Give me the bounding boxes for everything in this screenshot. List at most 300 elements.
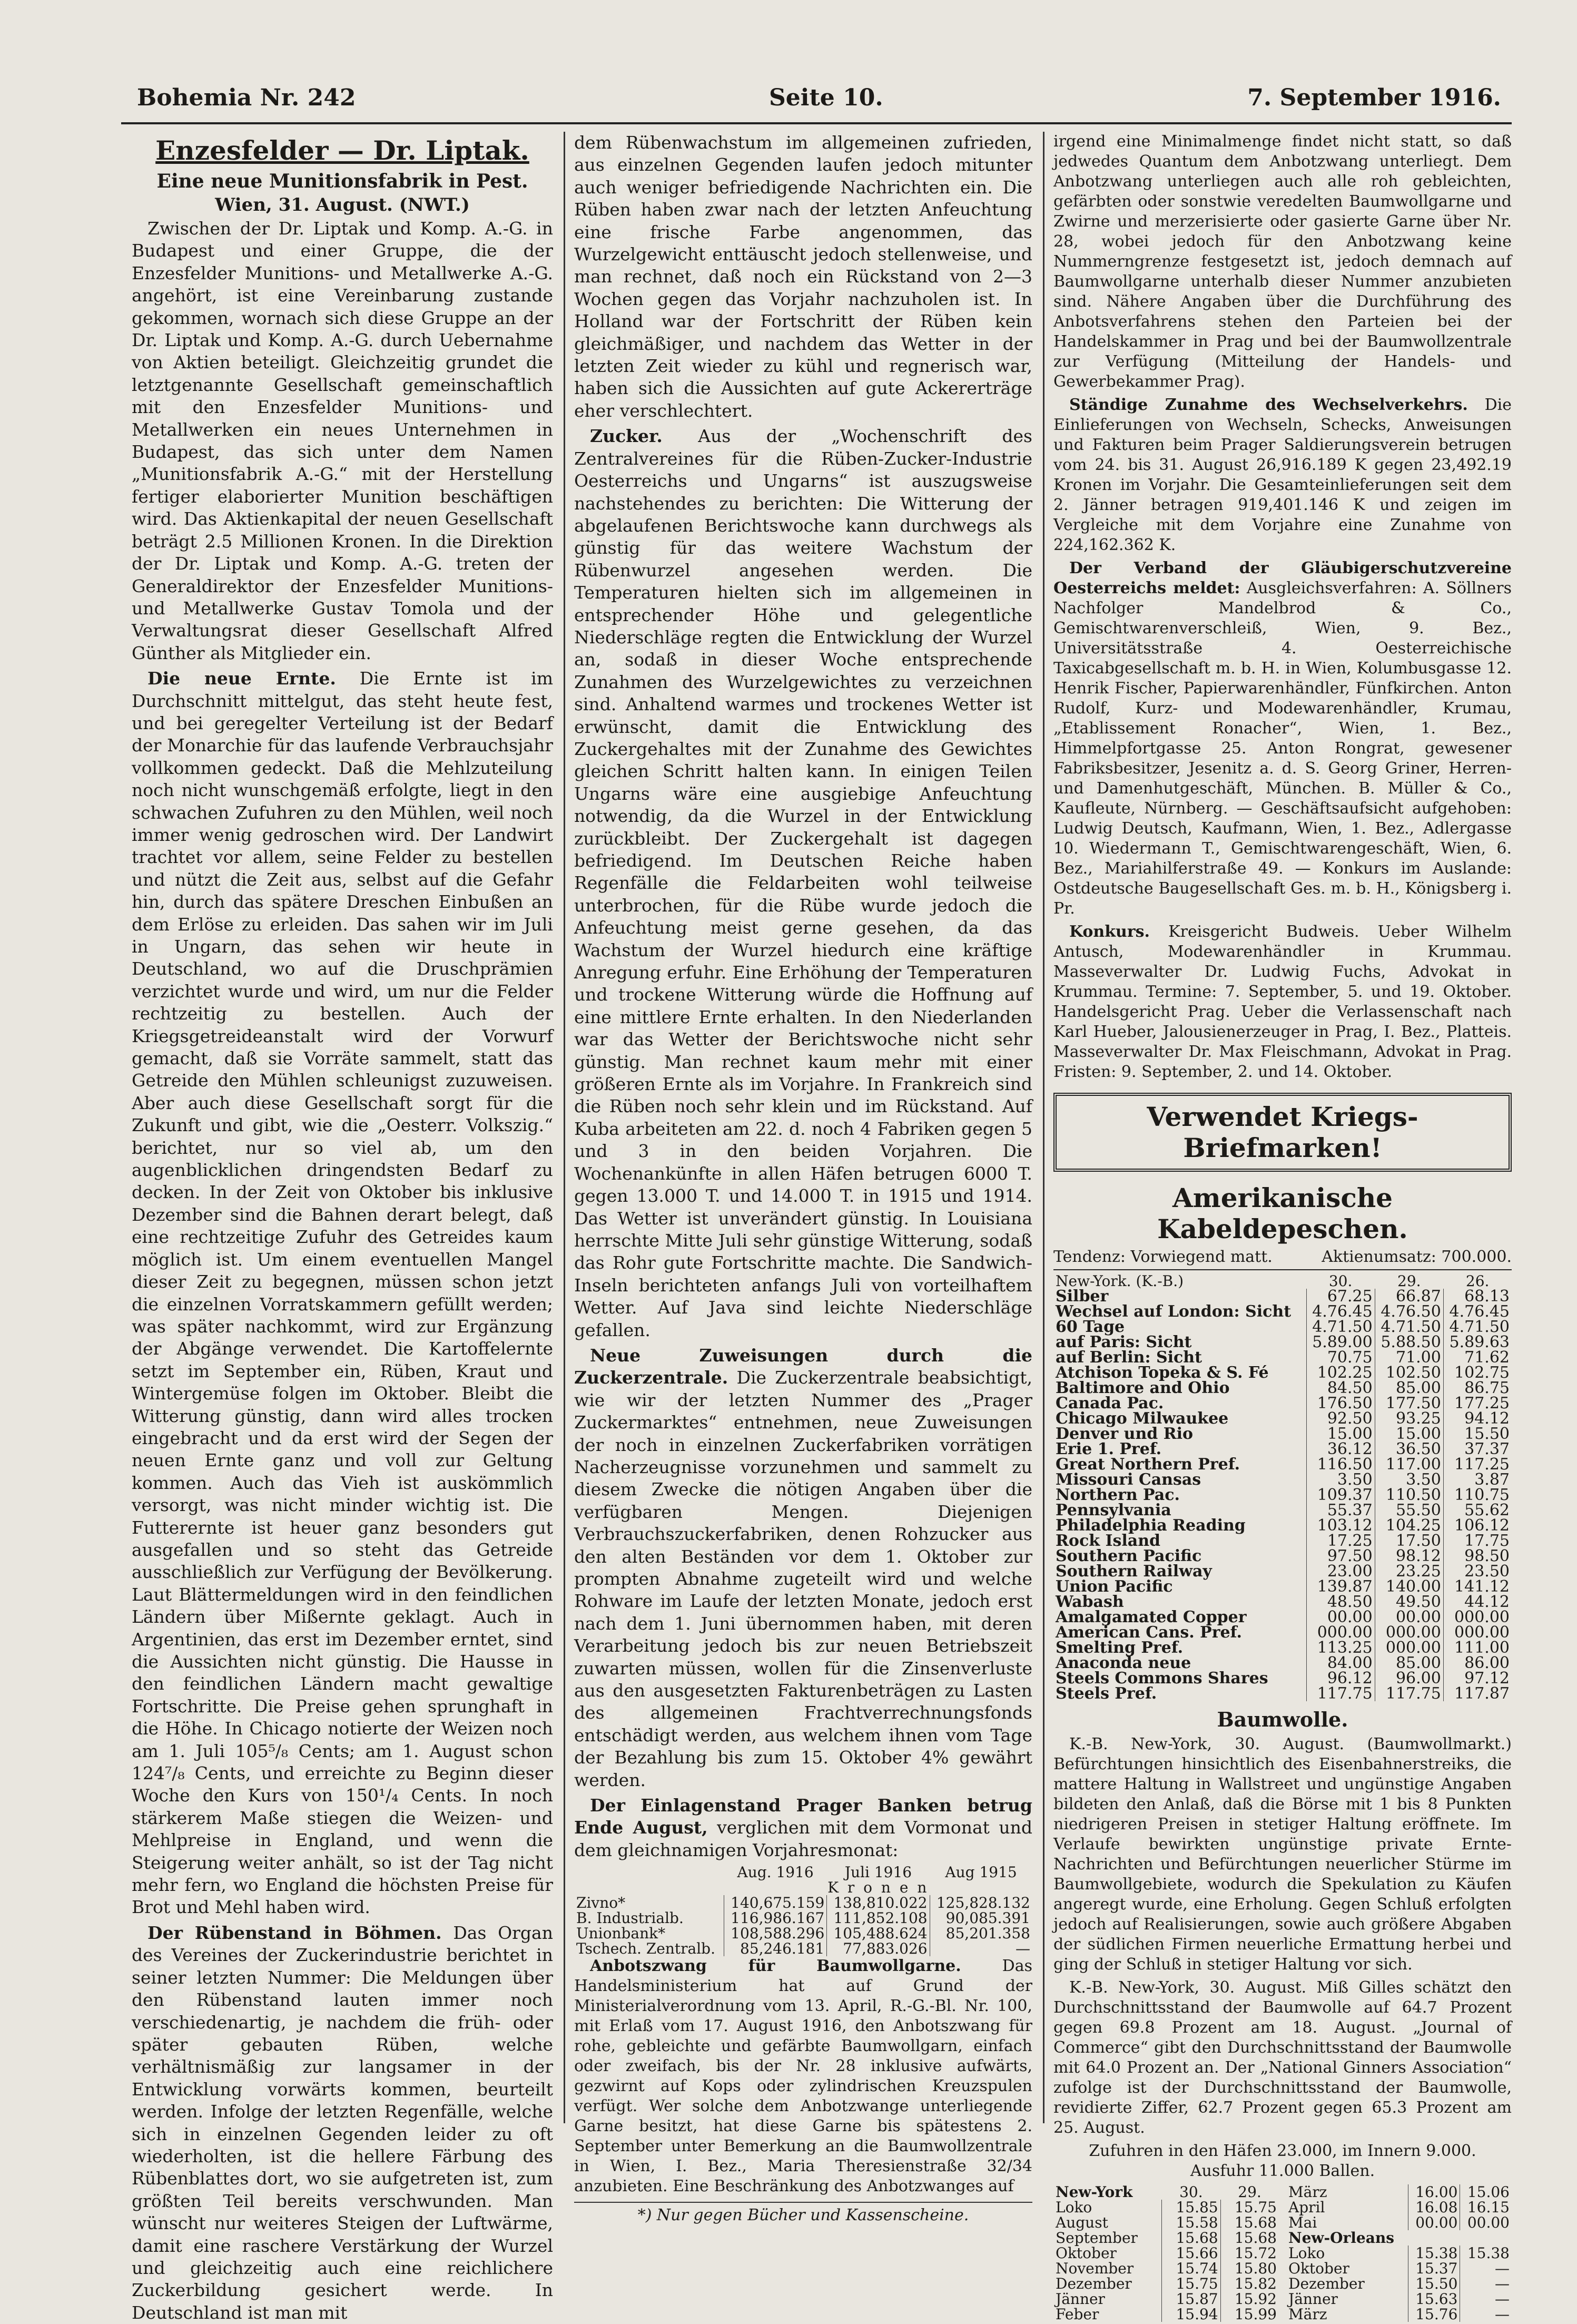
stock-name: Pennsylvania	[1056, 1501, 1171, 1519]
column-3	[1053, 132, 1512, 2323]
stock-name: Great Northern Pref.	[1056, 1455, 1240, 1474]
column-header: 26.	[1465, 1272, 1490, 1290]
table-cell: 15.68	[1220, 2230, 1279, 2245]
table-cell: 117.00	[1375, 1457, 1443, 1472]
table-cell: 103.12	[1306, 1518, 1375, 1533]
table-cell: 15.50	[1443, 1426, 1512, 1442]
article-text: Ausgleichsverfahren: A. Söllners Nachfolger Mandelbrod & Co., Gemischtwarenverschleiß, Wien, 9. Bez., Universitätsstraße 4. Oesterreichische Taxicabgesellschaft m. b. H. in Wien, Kolumbusgasse 12. Henrik Fischer, Papierwarenhändler, Fünfkirchen. Anton Rudolf, Kurz- und Modewarenhändler, Krumau, „Etablissement Ronacher“, Wien, 1. Bez., Himmelpfortgasse 25. Anton Rongrat, gewesener Fabriksbesitzer, Jesenitz a. d. S. Georg Griner, Herren- und Damenhutgeschäft, München. B. Müller & Co., Kaufleute, Nürnberg. — Geschäftsaufsicht aufgehoben: Ludwig Deutsch, Kaufmann, Wien, 1. Bez., Adlergasse 10. Wiedermann T., Gemischtwarengeschäft, Wien, 6. Bez., Mariahilferstraße 49. — Konkurs im Auslande: Ostdeutsche Baugesellschaft Ges. m. b. H., Königsberg i. Pr.	[1053, 579, 1512, 918]
small-print	[1053, 132, 1512, 1082]
table-row	[1053, 1396, 1512, 1411]
article-subhead: Eine neue Munitionsfabrik in Pest.	[156, 170, 528, 192]
table-cell: 55.50	[1375, 1503, 1443, 1518]
section-title: Konkurs.	[1069, 923, 1150, 941]
table-row	[1286, 2184, 1512, 2200]
table-cell: 55.62	[1443, 1503, 1512, 1518]
cotton-table-left	[1053, 2184, 1279, 2322]
table-cell: 102.25	[1306, 1365, 1375, 1380]
table-row	[1053, 1487, 1512, 1503]
column-2	[574, 132, 1032, 2225]
table-cell: 37.37	[1443, 1442, 1512, 1457]
table-row	[1286, 2291, 1512, 2307]
table-cell: 17.75	[1443, 1533, 1512, 1548]
table-row	[1053, 1442, 1512, 1457]
table-cell: 85,201.358	[930, 1926, 1032, 1941]
table-cell	[1408, 2230, 1460, 2245]
table-row	[1053, 1426, 1512, 1442]
table-cell: 177.50	[1375, 1396, 1443, 1411]
table-header-row	[1053, 1273, 1512, 1289]
table-header-row	[1053, 2184, 1279, 2200]
table-row	[1286, 2245, 1512, 2261]
table-cell: 15.00	[1375, 1426, 1443, 1442]
stock-name: Northern Pac.	[1056, 1486, 1180, 1504]
table-cell: 15.63	[1408, 2291, 1460, 2307]
table-cell: 70.75	[1306, 1350, 1375, 1365]
article-paragraph	[574, 1795, 1032, 1861]
table-row	[1053, 1365, 1512, 1380]
table-cell: 66.87	[1375, 1289, 1443, 1304]
table-cell: 96.12	[1306, 1671, 1375, 1686]
table-row	[1053, 1335, 1512, 1350]
footnote: *) Nur gegen Bücher und Kassenscheine.	[574, 2202, 1032, 2224]
table-cell: 4.71.50	[1443, 1319, 1512, 1335]
table-cell: 000.00	[1306, 1625, 1375, 1640]
table-cell: 15.38	[1408, 2245, 1460, 2261]
article-paragraph	[574, 1956, 1032, 2196]
table-row	[1053, 2215, 1279, 2230]
table-cell: 15.72	[1220, 2245, 1279, 2261]
table-cell	[1460, 2230, 1512, 2245]
article-paragraph: K.-B. New-York, 30. August. (Baumwollmarkt.) Befürchtungen hinsichtlich des Eisenbahnerstreiks, die mattere Haltung in Wallstreet und ungünstige Angaben bildeten den Anlaß, daß die Börse mit 1 bis 8 Punkten niedrigeren Preisen in stetiger Haltung eröffnete. Im Verlaufe bewirkten ungünstige private Ernte-Nachrichten und Befürchtungen neuerlicher Stürme im Baumwollgebiete, wodurch die Spekulation zu Käufen angeregt wurde, eine Erholung. Gegen Schluß erfolgten jedoch auf Realisierungen, sowie auch größere Abgaben der südlichen Firmen neuerliche Ermattung herbei und ging der Schluß in stetiger Haltung vor sich.	[1053, 1735, 1512, 1974]
table-cell: —	[1460, 2291, 1512, 2307]
column-header: Aug. 1916	[737, 1864, 814, 1881]
cotton-headline: Baumwolle.	[1217, 1708, 1348, 1731]
arrivals-line: Zufuhren in den Häfen 23.000, im Innern 9.000.	[1089, 2142, 1476, 2160]
cotton-table-right	[1286, 2184, 1512, 2322]
article-paragraph	[132, 1922, 553, 2324]
table-row	[1053, 1625, 1512, 1640]
article-paragraph: Zwischen der Dr. Liptak und Komp. A.-G. in Budapest und einer Gruppe, die der Enzesfelder Munitions- und Metallwerke A.-G. angehört, ist eine Vereinbarung zustande gekommen, wornach sich diese Gruppe an der Dr. Liptak und Komp. A.-G. durch Uebernahme von Aktien beteiligt. Gleichzeitig grundet die letztgenannte Gesellschaft gemeinschaftlich mit den Enzesfelder Munitions- und Metallwerken ein neues Unternehmen in Budapest, das sich unter dem Namen „Munitionsfabrik A.-G.“ mit der Herstellung fertiger elaborierter Munition beschäftigen wird. Das Aktienkapital der neuen Gesellschaft beträgt 2.5 Millionen Kronen. In die Direktion der Dr. Liptak und Komp. A.-G. treten der Generaldirektor der Enzesfelder Munitions- und Metallwerke Gustav Tomola und der Verwaltungsrat dieser Gesellschaft Alfred Günther als Mitglieder ein.	[132, 218, 553, 663]
article-text: Die Einlieferungen von Wechseln, Schecks, Anweisungen und Fakturen beim Prager Saldierungsverein betrugen vom 24. bis 31. August 26,916.189 K gegen 23,492.19 Kronen im Vorjahr. Die Gesamteinlieferungen seit dem 2. Jänner betragen 919,401.146 K und zeigen im Vergleiche mit dem Vorjahre eine Zunahme von 224,162.362 K.	[1053, 396, 1512, 554]
table-cell: 139.87	[1306, 1579, 1375, 1594]
table-cell: 15.99	[1220, 2307, 1279, 2322]
table-header-row	[574, 1865, 1032, 1880]
table-cell: 16.08	[1408, 2200, 1460, 2215]
stock-name: Union Pacific	[1056, 1577, 1173, 1596]
column-header: Aug 1915	[945, 1864, 1017, 1881]
table-row	[574, 1895, 1032, 1910]
table-cell: 3.50	[1306, 1472, 1375, 1487]
table-cell: 86.00	[1443, 1655, 1512, 1671]
stock-name: Steels Commons Shares	[1056, 1669, 1268, 1688]
header-rule	[121, 122, 1512, 124]
table-row	[1053, 2230, 1279, 2245]
table-cell: 96.00	[1375, 1671, 1443, 1686]
table-cell: 23.50	[1443, 1564, 1512, 1579]
bank-name: B. Industrialb.	[576, 1909, 684, 1927]
stock-name: Steels Pref.	[1056, 1684, 1157, 1703]
stock-name: Smelting Pref.	[1056, 1639, 1184, 1657]
table-cell: 84.00	[1306, 1655, 1375, 1671]
table-row	[1053, 1457, 1512, 1472]
month-label: Jänner	[1056, 2290, 1105, 2308]
table-cell: 36.12	[1306, 1442, 1375, 1457]
stock-quotes-table	[1053, 1273, 1512, 1701]
table-cell: 4.71.50	[1375, 1319, 1443, 1335]
table-row	[1053, 2276, 1279, 2291]
section-title: Der Verband der Gläubigerschutzvereine Oesterreichs meldet:	[1053, 559, 1512, 597]
article-paragraph	[1053, 558, 1512, 919]
column-divider	[564, 132, 565, 2123]
month-label: Loko	[1288, 2244, 1325, 2262]
table-cell: 113.25	[1306, 1640, 1375, 1655]
article-paragraph	[132, 668, 553, 1919]
table-cell: 110.75	[1443, 1487, 1512, 1503]
column-header: 29.	[1238, 2183, 1261, 2201]
table-cell: 4.76.45	[1306, 1304, 1375, 1319]
table-cell: 15.58	[1162, 2215, 1221, 2230]
column-header: 30.	[1179, 2183, 1203, 2201]
table-cell: 110.50	[1375, 1487, 1443, 1503]
table-cell: 4.71.50	[1306, 1319, 1375, 1335]
month-label: Jänner	[1288, 2290, 1338, 2308]
stock-name: Denver und Rio	[1056, 1425, 1194, 1443]
table-cell: 109.37	[1306, 1487, 1375, 1503]
bank-deposits-table	[574, 1865, 1032, 1956]
stock-name: Canada Pac.	[1056, 1394, 1164, 1413]
table-cell: 176.50	[1306, 1396, 1375, 1411]
stock-name: Amalgamated Copper	[1056, 1608, 1247, 1626]
table-cell: 93.25	[1375, 1411, 1443, 1426]
article-text: Die Ernte ist im Durchschnitt mittelgut, das steht heute fest, und bei geregelter Verteilung ist der Bedarf der Monarchie für das laufende Verbrauchsjahr vollkommen gedeckt. Daß die Mehlzuteilung noch nicht wunschgemäß erfolgte, liegt in den schwachen Zufuhren zu den Mühlen, weil noch immer wenig gedroschen wird. Der Landwirt trachtet vor allem, seine Felder zu bestellen und nützt die Zeit aus, selbst auf die Gefahr hin, durch das spätere Dreschen Einbußen an dem Erlöse zu erleiden. Das sahen wir im Juli in Ungarn, das sehen wir heute in Deutschland, wo auf die Druschprämien verzichtet wurde und wird, um nur die Felder rechtzeitig zu bestellen. Auch der Kriegsgetreideanstalt wird der Vorwurf gemacht, daß sie Vorräte sammelt, statt das Getreide den Mühlen schleunigst zuzuweisen. Aber auch diese Gesellschaft sorgt für die Zukunft und gibt, wie die „Oesterr. Volkszig.“ berichtet, nur so viel ab, um den augenblicklichen dringendsten Bedarf zu decken. In der Zeit von Oktober bis inklusive Dezember sind die Bahnen derart belegt, daß eine rechtzeitige Zufuhr des Getreides kaum möglich ist. Um einem eventuellen Mangel dieser Zeit zu begegnen, müssen schon jetzt die einzelnen Vorratskammern gefüllt werden; was später nachkommt, wird zur Ergänzung der Abgänge verwendet. Die Kartoffelernte setzt im September ein, Rüben, Kraut und Wintergemüse folgen im Oktober. Bleibt die Witterung günstig, dann wird alles trocken eingebracht und da erst wird der Segen der neuen Ernte ganz und voll zur Geltung kommen. Auch das Vieh ist auskömmlich versorgt, was nicht minder wichtig ist. Die Futterernte ist heuer ganz besonders gut ausgefallen und so steht das Getreide ausschließlich zur Verfügung der Bevölkerung. Laut Blättermeldungen wird in den feindlichen Ländern über Mißernte geklagt. Auch in Argentinien, das erst im Dezember erntet, sind die Aussichten nicht günstig. Die Hausse in den feindlichen Ländern macht gewaltige Fortschritte. Die Preise gehen sprunghaft in die Höhe. In Chicago notierte der Weizen noch am 1. Juli 105⁵/₈ Cents; am 1. August schon 124⁷/₈ Cents, und erreichte zu Beginn dieser Woche den Kurs von 150¹/₄ Cents. In noch stärkerem Maße stiegen die Weizen- und Mehlpreise in England, und wenn die Steigerung weiter anhält, so ist der Tag nicht mehr fern, wo England die höchsten Preise für Brot und Mehl haben wird.	[132, 668, 553, 1918]
cotton-prices	[1053, 2184, 1512, 2322]
table-cell: 85.00	[1375, 1655, 1443, 1671]
table-row	[1053, 1594, 1512, 1610]
table-cell: 15.75	[1220, 2200, 1279, 2215]
section-title: Die neue Ernte.	[147, 668, 336, 689]
table-cell: 94.12	[1443, 1411, 1512, 1426]
header-issue: Bohemia Nr. 242	[137, 84, 356, 111]
table-cell: 141.12	[1443, 1579, 1512, 1594]
table-row	[1053, 2291, 1279, 2307]
table-cell: 15.37	[1408, 2261, 1460, 2276]
table-cell: 71.00	[1375, 1350, 1443, 1365]
stock-name: Missouri Cansas	[1056, 1470, 1201, 1489]
table-row	[1053, 2200, 1279, 2215]
table-row	[574, 1926, 1032, 1941]
section-title: Zucker.	[590, 426, 663, 447]
month-label: März	[1288, 2183, 1327, 2201]
table-row	[574, 1910, 1032, 1926]
table-cell: 102.75	[1443, 1365, 1512, 1380]
table-cell: 15.68	[1220, 2215, 1279, 2230]
small-print	[1053, 1734, 1512, 2181]
table-row	[1053, 1564, 1512, 1579]
month-label: Feber	[1056, 2306, 1099, 2323]
stamp-banner: Verwendet Kriegs-Briefmarken!	[1053, 1093, 1512, 1172]
table-row	[1053, 1548, 1512, 1564]
bank-name: Unionbank*	[576, 1925, 666, 1943]
month-label: Oktober	[1288, 2260, 1349, 2277]
table-row	[1286, 2261, 1512, 2276]
section-title: Neue Zuweisungen durch die Zuckerzentrale.	[574, 1345, 1032, 1388]
table-cell: 140,675.159	[724, 1895, 826, 1910]
stock-name: Baltimore and Ohio	[1056, 1379, 1230, 1397]
table-cell: 98.50	[1443, 1548, 1512, 1564]
month-label: Loko	[1056, 2199, 1092, 2216]
table-cell: 48.50	[1306, 1594, 1375, 1610]
table-cell: 111,852.108	[827, 1910, 930, 1926]
table-row	[1286, 2307, 1512, 2322]
table-row	[1053, 1380, 1512, 1396]
stock-name: Wabash	[1056, 1593, 1124, 1611]
market-label: New-York	[1056, 2183, 1133, 2201]
table-cell: —	[1460, 2307, 1512, 2322]
table-cell: 3.87	[1443, 1472, 1512, 1487]
article-paragraph: K.-B. New-York, 30. August. Miß Gilles schätzt den Durchschnittsstand der Baumwolle auf 64.7 Prozent gegen 69.8 Prozent am 18. August. „Journal of Commerce“ gibt den Durchschnittsstand der Baumwolle mit 64.0 Prozent an. Der „National Ginners Association“ zufolge ist der Durchschnittsstand der Baumwolle, revidierte Ziffer, 62.7 Prozent gegen 65.3 Prozent am 25. August.	[1053, 1978, 1512, 2137]
section-title: Der Einlagenstand Prager Banken betrug Ende August,	[574, 1795, 1032, 1838]
table-row	[1053, 1579, 1512, 1594]
column-divider	[1043, 132, 1044, 2123]
month-label: April	[1288, 2199, 1325, 2216]
article-text: Aus der „Wochenschrift des Zentralvereines für die Rüben-Zucker-Industrie Oesterreichs und Ungarns“ ist auszugsweise nachstehendes zu berichten: Die Witterung der abgelaufenen Berichtswoche kann durchwegs als günstig für das weitere Wachstum der Rübenwurzel angesehen werden. Die Temperaturen hielten sich im allgemeinen in entsprechender Höhe und gelegentliche Niederschläge regten die Entwicklung der Wurzel an, sodaß in dieser Woche entsprechende Zunahmen des Wurzelgewichtes zu verzeichnen sind. Anhaltend warmes und trockenes Wetter ist erwünscht, damit die Entwicklung des Zuckergehaltes mit der Zunahme des Gewichtes gleichen Schritt halten kann. In einigen Teilen Ungarns wäre eine ausgiebige Anfeuchtung notwendig, da die Wurzel in der Entwicklung zurückbleibt. Der Zuckergehalt ist dagegen befriedigend. Im Deutschen Reiche haben Regenfälle die Feldarbeiten wohl teilweise unterbrochen, für die Rübe wurde jedoch die Anfeuchtung meist gerne gesehen, da das Wachstum der Wurzel hiedurch eine kräftige Anregung erfuhr. Eine Erhöhung der Temperaturen und trockene Witterung würde die Hoffnung auf eine mittlere Ernte erhalten. In den Niederlanden war das Wetter der Berichtswoche nicht sehr günstig. Man rechnet kaum mehr mit einer größeren Ernte als im Vorjahre. In Frankreich sind die Rüben noch sehr klein und im Rückstand. Auf Kuba arbeiteten am 22. d. noch 4 Fabriken gegen 5 und 3 in den beiden Vorjahren. Die Wochenankünfte in allen Häfen betrugen 6000 T. gegen 13.000 T. und 14.000 T. in 1915 und 1914. Das Wetter ist unverändert günstig. In Louisiana herrschte Mitte Juli sehr günstige Witterung, sodaß das Rohr gute Fortschritte machte. Die Sandwich-Inseln berichteten anfangs Juli von vorteilhaftem Wetter. Auf Java sind leichte Niederschläge gefallen.	[574, 426, 1032, 1340]
table-cell: 85,246.181	[724, 1941, 826, 1956]
table-cell: 77,883.026	[827, 1941, 930, 1956]
article-paragraph	[1053, 922, 1512, 1082]
table-cell: 4.76.50	[1375, 1304, 1443, 1319]
table-cell: 117.75	[1375, 1686, 1443, 1701]
article-paragraph	[1053, 395, 1512, 555]
table-unit: K r o n e n	[827, 1879, 929, 1897]
table-cell: 116,986.167	[724, 1910, 826, 1926]
table-cell: 17.25	[1306, 1533, 1375, 1548]
table-cell: —	[930, 1941, 1032, 1956]
table-cell: 15.66	[1162, 2245, 1221, 2261]
table-cell: 36.50	[1375, 1442, 1443, 1457]
table-row	[1053, 1319, 1512, 1335]
article-paragraph: irgend eine Minimalmenge findet nicht statt, so daß jedwedes Quantum dem Anbotzwang unterliegt. Dem Anbotzwang unterliegen auch alle roh gebleichten, gefärbten oder sonstwie veredelten Baumwollgarne und Zwirne und merzerisierte oder gasierte Garne über Nr. 28, wobei jedoch für den Anbotzwang keine Nummerngrenze festgesetzt ist, jedoch demnach auf Baumwollgarne unterhalb dieser Nummer anzubieten sind. Nähere Angaben über die Durchführung des Anbotsverfahrens stehen den Parteien bei der Handelskammer in Prag und bei der Baumwollzentrale zur Verfügung (Mitteilung der Handels- und Gewerbekammer Prag).	[1053, 132, 1512, 391]
market-tendency	[1053, 1248, 1512, 1270]
table-row	[1053, 1655, 1512, 1671]
table-cell: —	[1460, 2261, 1512, 2276]
column-header: 30.	[1328, 1272, 1353, 1290]
article-text: verglichen mit dem Vormonat und dem gleichnamigen Vorjahresmonat:	[574, 1817, 1032, 1860]
table-row	[1286, 2215, 1512, 2230]
table-row	[1053, 2307, 1279, 2322]
table-cell: 67.25	[1306, 1289, 1375, 1304]
table-cell: 15.68	[1162, 2230, 1221, 2245]
turnover-text: Aktienumsatz: 700.000.	[1322, 1248, 1512, 1266]
table-cell: 000.00	[1443, 1610, 1512, 1625]
column-1	[132, 132, 553, 2323]
table-cell: 15.82	[1220, 2276, 1279, 2291]
table-cell: 44.12	[1443, 1594, 1512, 1610]
table-cell: 86.75	[1443, 1380, 1512, 1396]
table-cell: 117.87	[1443, 1686, 1512, 1701]
table-cell: 108,588.296	[724, 1926, 826, 1941]
table-cell: 117.25	[1443, 1457, 1512, 1472]
table-cell: 177.25	[1443, 1396, 1512, 1411]
table-cell: 140.00	[1375, 1579, 1443, 1594]
article-headline: Enzesfelder — Dr. Liptak.	[155, 135, 529, 166]
table-cell: 138,810.022	[827, 1895, 930, 1910]
stock-name: Rock Island	[1056, 1532, 1160, 1550]
table-cell: 84.50	[1306, 1380, 1375, 1396]
tendency-text: Tendenz: Vorwiegend matt.	[1053, 1248, 1273, 1266]
table-row	[1286, 2276, 1512, 2291]
table-row	[1053, 1411, 1512, 1426]
stock-name: auf Berlin: Sicht	[1056, 1348, 1202, 1367]
stock-name: Erie 1. Pref.	[1056, 1440, 1162, 1458]
table-row	[1053, 1686, 1512, 1701]
table-cell: 5.88.50	[1375, 1335, 1443, 1350]
table-cell: 15.85	[1162, 2200, 1221, 2215]
table-cell: 97.12	[1443, 1671, 1512, 1686]
table-cell: 17.50	[1375, 1533, 1443, 1548]
stock-name: Atchison Topeka & S. Fé	[1056, 1364, 1269, 1382]
running-header	[121, 74, 1512, 116]
stock-name: American Cans. Pref.	[1056, 1623, 1242, 1642]
table-cell: 000.00	[1443, 1625, 1512, 1640]
table-row	[1053, 1518, 1512, 1533]
table-cell: 15.80	[1220, 2261, 1279, 2276]
table-cell: 3.50	[1375, 1472, 1443, 1487]
stock-name: Chicago Milwaukee	[1056, 1409, 1229, 1428]
table-cell: 15.38	[1460, 2245, 1512, 2261]
table-cell: 117.75	[1306, 1686, 1375, 1701]
table-cell: 00.00	[1460, 2215, 1512, 2230]
stock-name: Philadelphia Reading	[1056, 1516, 1246, 1535]
table-cell: 105,488.624	[827, 1926, 930, 1941]
article-text: Kreisgericht Budweis. Ueber Wilhelm Antusch, Modewarenhändler in Krummau. Masseverwalter Dr. Ludwig Fuchs, Advokat in Krummau. Termine: 7. September, 5. und 19. Oktober. Handelsgericht Prag. Ueber die Verlassenschaft nach Karl Hueber, Jalousienerzeuger in Prag, I. Bez., Platteis. Masseverwalter Dr. Max Fleischmann, Advokat in Prag. Fristen: 9. September, 2. und 14. Oktober.	[1053, 923, 1512, 1081]
market-label: New-Orleans	[1288, 2229, 1394, 2247]
table-cell: 15.94	[1162, 2307, 1221, 2322]
table-row	[1053, 2261, 1279, 2276]
table-cell: 15.00	[1306, 1426, 1375, 1442]
table-cell: 4.76.45	[1443, 1304, 1512, 1319]
article-text: Das Organ des Vereines der Zuckerindustrie berichtet in seiner letzten Nummer: Die Meldungen über den Rübenstand lauten immer noch verschiedenartig, je nachdem die früh- oder später gebauten Rüben, welche verhältnismäßig zur langsamer in der Entwicklung vorwärts kommen, beurteilt werden. Infolge der letzten Regenfälle, welche sich in einzelnen Gegenden leider zu oft wiederholten, ist die hellere Färbung des Rübenblattes dort, wo sie aufgetreten ist, zum größten Teil bereits verschwunden. Man wünscht nur weiteres Steigen der Luftwärme, damit eine raschere Verstärkung der Wurzel und gleichzeitig auch eine reichlichere Zuckerbildung gesichert werde. In Deutschland ist man mit	[132, 1922, 553, 2323]
header-date: 7. September 1916.	[1247, 84, 1501, 111]
table-cell: 15.06	[1460, 2184, 1512, 2200]
stock-name: Silber	[1056, 1287, 1109, 1306]
table-cell: 90,085.391	[930, 1910, 1032, 1926]
table-cell: 00.00	[1408, 2215, 1460, 2230]
table-cell: 102.50	[1375, 1365, 1443, 1380]
table-cell: 15.75	[1162, 2276, 1221, 2291]
table-unit-row	[574, 1880, 1032, 1895]
table-cell: 55.37	[1306, 1503, 1375, 1518]
table-cell: 23.00	[1306, 1564, 1375, 1579]
article-text: Die Zuckerzentrale beabsichtigt, wie wir der letzten Nummer des „Prager Zuckermarktes“ entnehmen, neue Zuweisungen der noch in einzelnen Zuckerfabriken vorrätigen Nacherzeugnisse vorzunehmen und sammelt zu diesem Zwecke die nötigen Angaben über die verfügbaren Mengen. Diejenigen Verbrauchszuckerfabriken, denen Rohzucker aus den alten Beständen vor dem 1. Oktober zur prompten Abnahme zugeteilt wird und welche Rohware im Laufe der letzten Monate, jedoch erst nach dem 1. Juni übernommen haben, mit deren Verarbeitung jedoch bis zur neuen Betriebszeit zuwarten müssen, wollen für die Zinsenverluste aus den ausgesetzten Fakturenbeträgen zu Lasten des allgemeinen Frachtverrechnungsfonds entschädigt werden, aus welchem ihnen vom Tage der Bezahlung bis zum 15. Oktober 4% gewährt werden.	[574, 1367, 1032, 1790]
month-label: September	[1056, 2229, 1138, 2247]
table-cell: 71.62	[1443, 1350, 1512, 1365]
table-row	[1053, 1289, 1512, 1304]
stock-name: Wechsel auf London: Sicht	[1056, 1302, 1292, 1321]
bank-name: Zivno*	[576, 1894, 626, 1912]
column-header: 29.	[1397, 1272, 1421, 1290]
table-cell: 15.76	[1408, 2307, 1460, 2322]
stock-name: Southern Railway	[1056, 1562, 1212, 1581]
table-cell: 68.13	[1443, 1289, 1512, 1304]
section-title: Der Rübenstand in Böhmen.	[147, 1922, 442, 1943]
newspaper-page	[121, 74, 1512, 2323]
table-row	[1053, 1350, 1512, 1365]
article-text: Das Handelsministerium hat auf Grund der Ministerialverordnung vom 13. April, R.-G.-Bl. Nr. 100, mit Erlaß vom 17. August 1916, den Anbotszwang für rohe, gebleichte und gefärbte Baumwollgarn, einfach oder zweifach, bis der Nr. 28 inklusive aufwärts, gezwirnt auf Kops oder zylindrischen Kreuzspulen verfügt. Wer solche dem Anbotzwange unterliegende Garne besitzt, hat diese Garne bis spätestens 2. September unter Bemerkung an die Baumwollzentrale in Wien, I. Bez., Maria Theresienstraße 32/34 anzubieten. Eine Beschränkung des Anbotzwanges auf	[574, 1957, 1032, 2196]
table-cell: 00.00	[1375, 1610, 1443, 1625]
table-cell: 104.25	[1375, 1518, 1443, 1533]
table-row	[1053, 1671, 1512, 1686]
stock-name: 60 Tage	[1056, 1318, 1125, 1336]
table-cell: 15.74	[1162, 2261, 1221, 2276]
month-label: Dezember	[1056, 2275, 1132, 2292]
table-cell: 15.92	[1220, 2291, 1279, 2307]
article-paragraph	[574, 425, 1032, 1341]
stock-name: Southern Pacific	[1056, 1547, 1202, 1565]
exports-line: Ausfuhr 11.000 Ballen.	[1190, 2162, 1375, 2180]
section-title: Ständige Zunahme des Wechselverkehrs.	[1069, 396, 1468, 414]
stock-name: Anaconda neue	[1056, 1654, 1191, 1672]
table-cell: 116.50	[1306, 1457, 1375, 1472]
table-cell: 111.00	[1443, 1640, 1512, 1655]
table-row	[574, 1941, 1032, 1956]
table-cell: 00.00	[1306, 1610, 1375, 1625]
table-cell: 98.12	[1375, 1548, 1443, 1564]
stock-name: auf Paris: Sicht	[1056, 1333, 1192, 1351]
month-label: November	[1056, 2260, 1134, 2277]
header-page-number: Seite 10.	[769, 84, 883, 111]
table-row	[1053, 1304, 1512, 1319]
table-cell: 15.87	[1162, 2291, 1221, 2307]
month-label: Dezember	[1288, 2275, 1365, 2292]
section-title: Anbotszwang für Baumwollgarne.	[590, 1957, 961, 1976]
table-row	[1053, 1640, 1512, 1655]
table-cell: 23.25	[1375, 1564, 1443, 1579]
small-print	[574, 1956, 1032, 2196]
table-cell: 5.89.00	[1306, 1335, 1375, 1350]
table-row	[1053, 1610, 1512, 1625]
table-row	[1053, 2245, 1279, 2261]
market-label: New-York. (K.-B.)	[1056, 1272, 1184, 1290]
table-cell: 49.50	[1375, 1594, 1443, 1610]
month-label: Oktober	[1056, 2244, 1117, 2262]
article-paragraph: dem Rübenwachstum im allgemeinen zufrieden, aus einzelnen Gegenden laufen jedoch mitunter auch weniger befriedigende Nachrichten ein. Die Rüben haben zwar nach der letzten Anfeuchtung eine frische Farbe angenommen, das Wurzelgewicht enttäuscht jedoch stellenweise, und man rechnet, daß noch ein Rückstand von 2—3 Wochen gegen das Vorjahr nachzuholen ist. In Holland war der Fortschritt der Rüben kein gleichmäßiger, und nachdem das Wetter in der letzten Zeit wieder zu kühl und regnerisch war, haben sich die Aussichten auf gute Ackererträge eher verschlechtert.	[574, 132, 1032, 421]
table-header-row	[1286, 2230, 1512, 2245]
table-cell: 000.00	[1375, 1640, 1443, 1655]
month-label: März	[1288, 2306, 1327, 2323]
article-dateline: Wien, 31. August. (NWT.)	[215, 194, 470, 215]
table-cell: 125,828.132	[930, 1895, 1032, 1910]
month-label: Mai	[1288, 2214, 1317, 2231]
month-label: August	[1056, 2214, 1108, 2231]
table-cell: 16.15	[1460, 2200, 1512, 2215]
bank-name: Tschech. Zentralb.	[576, 1940, 715, 1958]
table-row	[1286, 2200, 1512, 2215]
table-row	[1053, 1472, 1512, 1487]
table-cell: 92.50	[1306, 1411, 1375, 1426]
cable-headline: Amerikanische Kabeldepeschen.	[1157, 1182, 1408, 1244]
table-cell: 16.00	[1408, 2184, 1460, 2200]
table-cell: 5.89.63	[1443, 1335, 1512, 1350]
table-row	[1053, 1503, 1512, 1518]
column-header: Juli 1916	[844, 1864, 912, 1881]
article-paragraph	[574, 1345, 1032, 1791]
table-cell: 85.00	[1375, 1380, 1443, 1396]
table-cell: 106.12	[1443, 1518, 1512, 1533]
table-cell: 97.50	[1306, 1548, 1375, 1564]
table-row	[1053, 1533, 1512, 1548]
table-cell: 000.00	[1375, 1625, 1443, 1640]
table-cell: —	[1460, 2276, 1512, 2291]
